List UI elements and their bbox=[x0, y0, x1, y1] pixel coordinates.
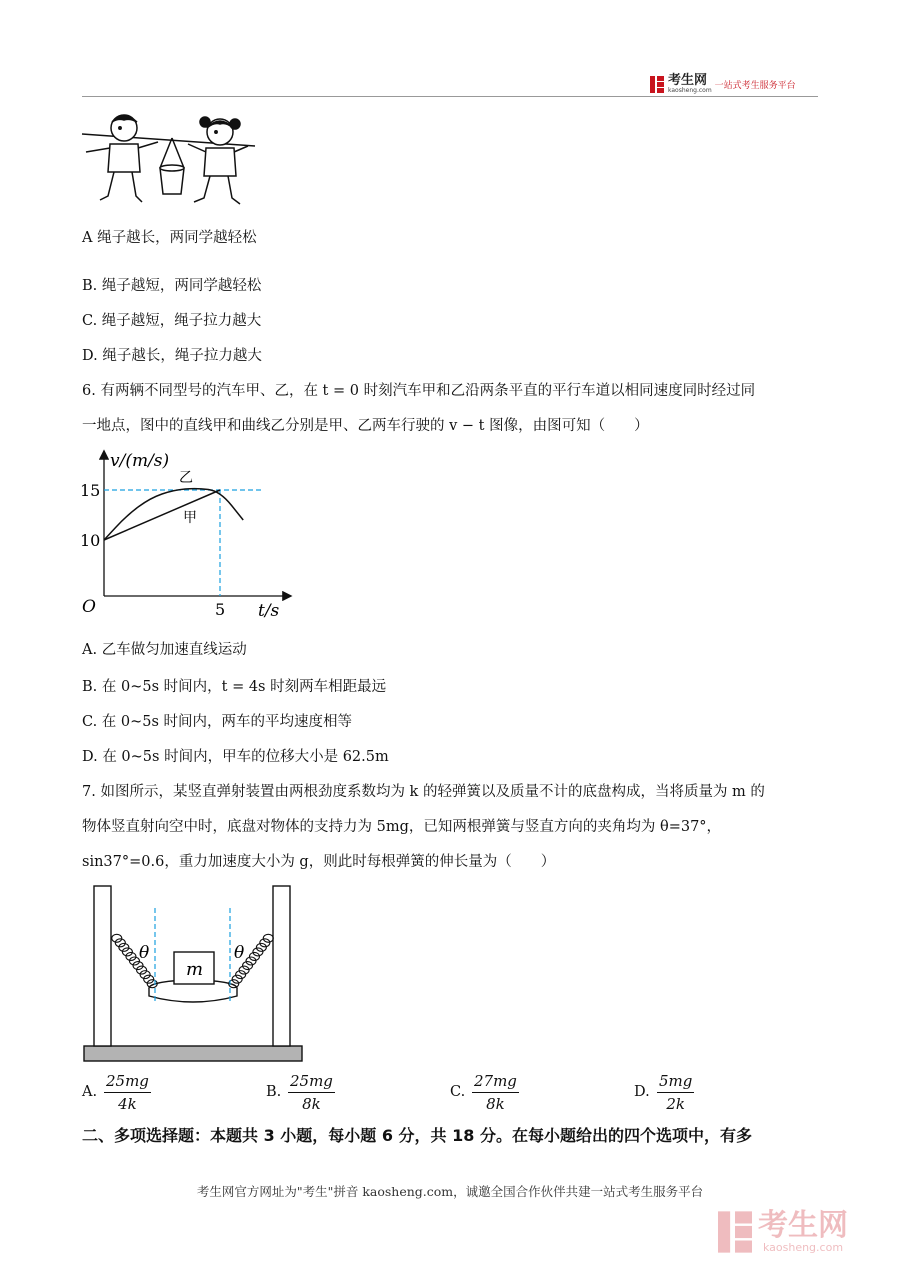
q6-stem-line2: 一地点，图中的直线甲和曲线乙分别是甲、乙两车行驶的 v − t 图像，由图可知（ ） bbox=[82, 418, 649, 434]
q7-option-b-den: 8k bbox=[302, 1095, 321, 1113]
watermark-logo-icon bbox=[718, 1210, 752, 1254]
q7-option-d-label[interactable]: D. bbox=[634, 1084, 650, 1100]
brand-name: 考生网 bbox=[668, 72, 708, 88]
q7-option-c-den: 8k bbox=[486, 1095, 505, 1113]
q5-option-b[interactable]: B. 绳子越短，两同学越轻松 bbox=[82, 278, 262, 294]
y-tick-label-0: 10 bbox=[80, 531, 101, 550]
brand-slogan: 一站式考生服务平台 bbox=[714, 80, 796, 91]
q5-option-a[interactable]: A 绳子越长，两同学越轻松 bbox=[82, 230, 257, 246]
mass-label: m bbox=[186, 959, 204, 980]
y-axis-label: v/(m/s) bbox=[110, 451, 170, 471]
logo-icon bbox=[650, 76, 664, 93]
q7-option-b-fraction[interactable] bbox=[288, 1072, 335, 1114]
x-axis-label: t/s bbox=[258, 601, 280, 621]
two-students-carrying-bucket-figure bbox=[80, 108, 260, 210]
q7-option-a-label[interactable]: A. bbox=[82, 1084, 98, 1100]
series-甲-line bbox=[104, 490, 220, 540]
q5-option-d[interactable]: D. 绳子越长，绳子拉力越大 bbox=[82, 348, 262, 364]
q6-option-d[interactable]: D. 在 0~5s 时间内，甲车的位移大小是 62.5m bbox=[82, 749, 389, 765]
q7-option-d-num: 5mg bbox=[657, 1072, 694, 1093]
x-tick-label-0: 5 bbox=[215, 600, 226, 619]
watermark-site: kaosheng.com bbox=[762, 1240, 844, 1254]
section-2-heading: 二、多项选择题：本题共 3 小题，每小题 6 分，共 18 分。在每小题给出的四个选项中，有多 bbox=[82, 1126, 752, 1145]
series-乙-line bbox=[104, 489, 243, 540]
q6-stem-line1: 6. 有两辆不同型号的汽车甲、乙，在 t = 0 时刻汽车甲和乙沿两条平直的平行车道以相同速度同时经过同 bbox=[82, 383, 756, 399]
origin-label: O bbox=[82, 597, 96, 617]
q7-stem-line3: sin37°=0.6，重力加速度大小为 g，则此时每根弹簧的伸长量为（ ） bbox=[82, 854, 556, 870]
watermark bbox=[718, 1207, 848, 1254]
q7-option-c-label[interactable]: C. bbox=[450, 1084, 466, 1100]
vt-chart bbox=[76, 446, 296, 626]
q7-option-a-fraction[interactable] bbox=[104, 1072, 151, 1114]
q6-option-c[interactable]: C. 在 0~5s 时间内，两车的平均速度相等 bbox=[82, 714, 353, 730]
q7-option-c-fraction[interactable] bbox=[472, 1072, 519, 1114]
series-label-yi: 乙 bbox=[179, 470, 193, 486]
left-post bbox=[94, 886, 111, 1046]
spring-launcher-figure bbox=[82, 884, 308, 1064]
right-post bbox=[273, 886, 290, 1046]
q7-option-b-num: 25mg bbox=[288, 1072, 335, 1093]
base-plate bbox=[84, 1046, 302, 1061]
q7-option-a-den: 4k bbox=[118, 1095, 137, 1113]
brand-site: kaosheng.com bbox=[668, 86, 712, 94]
series-label-jia: 甲 bbox=[183, 510, 197, 526]
q7-option-b-label[interactable]: B. bbox=[266, 1084, 282, 1100]
right-angle-label: θ bbox=[234, 943, 245, 963]
q5-option-c[interactable]: C. 绳子越短，绳子拉力越大 bbox=[82, 313, 262, 329]
y-tick-label-1: 15 bbox=[80, 481, 101, 500]
q7-stem-line1: 7. 如图所示，某竖直弹射装置由两根劲度系数均为 k 的轻弹簧以及质量不计的底盘构成，当将质量为 m 的 bbox=[82, 784, 765, 800]
q7-option-d-den: 2k bbox=[666, 1095, 685, 1113]
q7-option-d-fraction[interactable] bbox=[657, 1072, 694, 1114]
footer-text: 考生网官方网址为"考生"拼音 kaosheng.com，诚邀全国合作伙伴共建一站式考生服务平台 bbox=[196, 1184, 704, 1199]
q7-stem-line2: 物体竖直射向空中时，底盘对物体的支持力为 5mg，已知两根弹簧与竖直方向的夹角均为 θ=37°， bbox=[82, 819, 722, 835]
q7-option-a-num: 25mg bbox=[104, 1072, 151, 1093]
q6-option-a[interactable]: A. 乙车做匀加速直线运动 bbox=[82, 642, 247, 658]
left-angle-label: θ bbox=[139, 943, 150, 963]
header-divider bbox=[82, 96, 818, 97]
brand-logo[interactable] bbox=[650, 72, 796, 96]
q6-option-b[interactable]: B. 在 0~5s 时间内，t = 4s 时刻两车相距最远 bbox=[82, 679, 387, 695]
watermark-text: 考生网 bbox=[758, 1207, 848, 1243]
q7-option-c-num: 27mg bbox=[472, 1072, 519, 1093]
